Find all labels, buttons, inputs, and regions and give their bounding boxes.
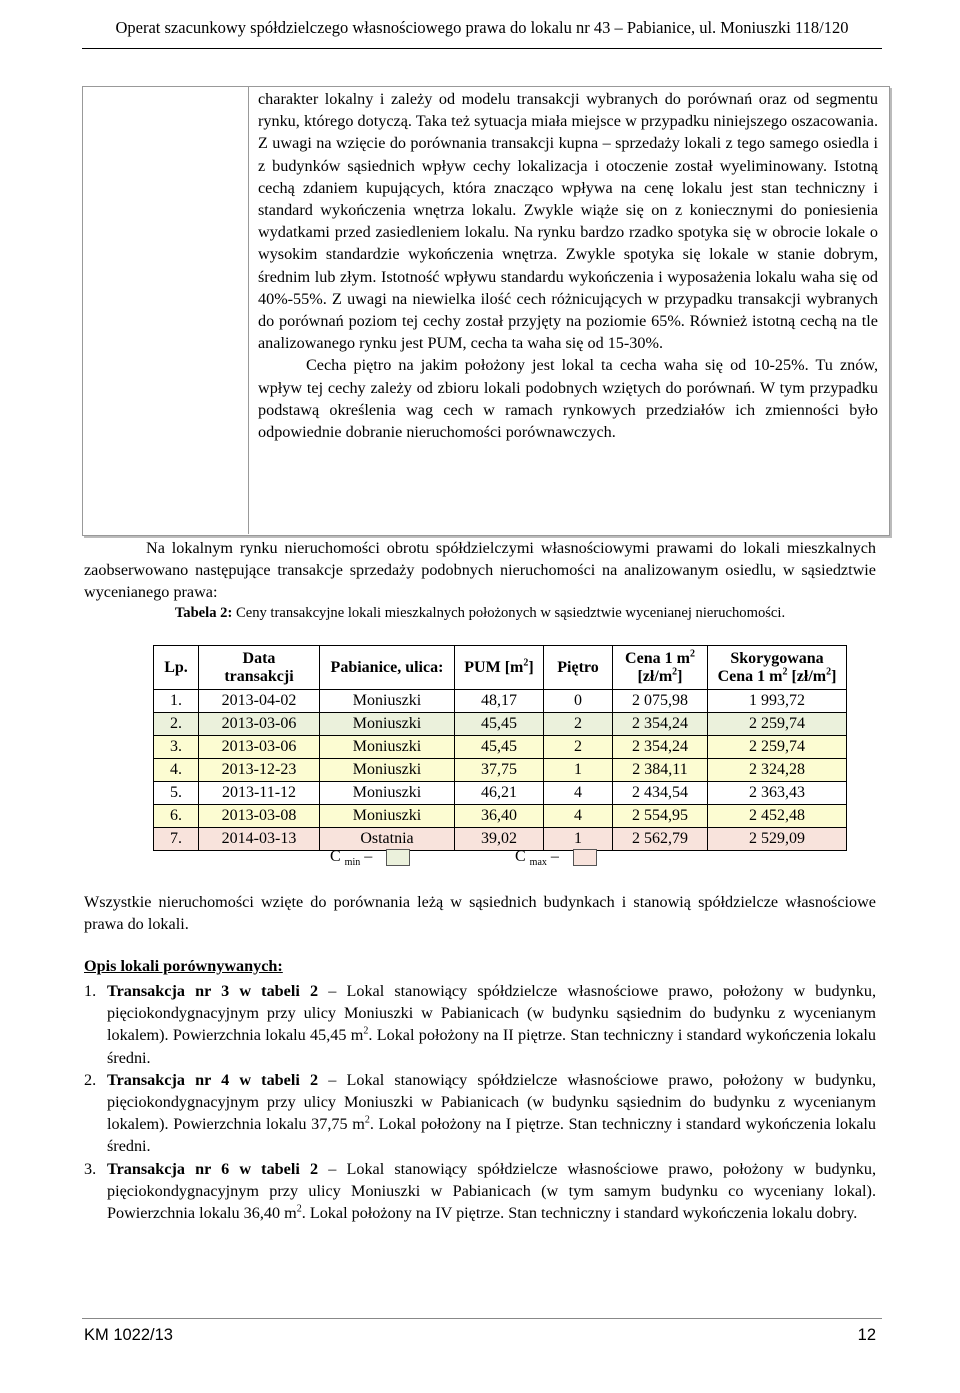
cell-pum: 36,40 <box>455 805 544 828</box>
section-title: Opis lokali porównywanych: <box>84 957 283 975</box>
cell-price: 2 562,79 <box>613 828 708 851</box>
cell-lp: 3. <box>154 736 199 759</box>
table-caption <box>84 605 876 622</box>
table-row <box>154 690 847 713</box>
cell-date: 2013-12-23 <box>199 759 320 782</box>
table-caption-text: Ceny transakcyjne lokali mieszkalnych położonych w sąsiedztwie wycenianej nieruchomości. <box>232 605 786 621</box>
cell-street: Moniuszki <box>320 782 455 805</box>
cell-date: 2013-03-08 <box>199 805 320 828</box>
header-date <box>199 646 320 690</box>
cell-date: 2013-03-06 <box>199 713 320 736</box>
cell-adjusted: 2 452,48 <box>708 805 847 828</box>
cell-floor: 1 <box>544 759 613 782</box>
cell-price: 2 554,95 <box>613 805 708 828</box>
header-price-close: ] <box>677 667 683 685</box>
list-item <box>84 980 876 1069</box>
table-caption-label: Tabela 2: <box>174 605 233 621</box>
table-header-row <box>154 646 847 690</box>
cell-street: Moniuszki <box>320 690 455 713</box>
cell-date: 2013-11-12 <box>199 782 320 805</box>
header-lp: Lp. <box>154 646 199 690</box>
page-number: 12 <box>857 1326 876 1344</box>
header-date-line1: Data <box>242 649 276 667</box>
cell-date: 2013-03-06 <box>199 736 320 759</box>
header-pum-text: PUM [m <box>464 658 524 676</box>
cell-pum: 46,21 <box>455 782 544 805</box>
cell-price: 2 075,98 <box>613 690 708 713</box>
cell-street: Moniuszki <box>320 759 455 782</box>
header-adj-close: ] <box>831 667 837 685</box>
table-row <box>154 713 847 736</box>
header-price-sup2: 2 <box>672 666 678 678</box>
legend-max-dash: – <box>550 848 559 865</box>
table-row <box>154 828 847 851</box>
header-adj-sup1: 2 <box>782 666 788 678</box>
transactions-table <box>153 645 847 851</box>
list-item-heading: Transakcja nr 4 w tabeli 2 <box>107 1070 319 1089</box>
closing-text: Wszystkie nieruchomości wzięte do porównania leżą w sąsiednich budynkach i stanowią spółdzielcze własnościowe prawa do lokali. <box>84 893 876 934</box>
cell-floor: 2 <box>544 736 613 759</box>
header-rule <box>82 48 882 49</box>
header-date-line2: transakcji <box>224 667 294 685</box>
cell-date: 2013-04-02 <box>199 690 320 713</box>
list-item-text: – Lokal stanowiący spółdzielcze własnościowe prawo, położony w budynku, pięciokondygnacyjnym przy ulicy Moniuszki w Pabianicach (w budynku sąsiednim do budynku z wycenianym lokalem). Powierzchnia lokalu 45,45 m <box>107 982 876 1045</box>
legend-max-label: max <box>529 857 547 869</box>
cell-street: Moniuszki <box>320 805 455 828</box>
cell-floor: 1 <box>544 828 613 851</box>
header-street: Pabianice, ulica: <box>320 646 455 690</box>
comparables-list <box>84 980 876 1224</box>
cell-floor: 4 <box>544 782 613 805</box>
intro-paragraph <box>84 537 876 604</box>
cell-adjusted: 2 529,09 <box>708 828 847 851</box>
frame-paragraph-1: charakter lokalny i zależy od modelu transakcji wybranych do porównań oraz od segmentu rynku, którego dotyczą. Taka też sytuacja miała miejsce w przypadku niniejszego oszacowania. Z uwagi na wzięcie do porównania transakcji kupna – sprzedaży lokali z tego samego osiedla i z budynków sąsiednich wpływ cechy lokalizacja i otoczenie został wyeliminowany. Istotną cechą zdaniem kupujących, która znacząco wpływa na cenę lokalu jest stan techniczny i standard wykończenia wnętrza lokalu. Zwykle wiąże się on z koniecznymi do poniesienia wydatkami przed zasiedleniem lokalu. Na rynku bardzo rzadko spotyka się w obrocie lokale o wysokim standardzie wykończenia wnętrza. Zwykle spotyka się lokale w stanie dobrym, średnim lub złym. Istotność wpływu standardu wykończenia i wyposażenia lokalu waha się od 40%-55%. Z uwagi na niewielka ilość cech różnicujących w przypadku transakcji wybranych do porównań poziom tej cechy został przyjęty na poziomie 65%. Również istotną cechą na tle analizowanego rynku jest PUM, cecha ta waha się od 15-30%. <box>258 90 878 353</box>
header-pum-close: ] <box>528 658 534 676</box>
cell-lp: 5. <box>154 782 199 805</box>
cell-floor: 0 <box>544 690 613 713</box>
cell-floor: 4 <box>544 805 613 828</box>
header-price-line2: [zł/m <box>637 667 673 685</box>
header-adj-line2: Cena 1 m <box>717 667 783 685</box>
cell-adjusted: 1 993,72 <box>708 690 847 713</box>
legend-min-dash: – <box>364 848 373 865</box>
list-item-heading: Transakcja nr 3 w tabeli 2 <box>107 982 319 1000</box>
cell-adjusted: 2 324,28 <box>708 759 847 782</box>
list-item-sup: 2 <box>363 1026 369 1038</box>
frame-text <box>258 88 878 443</box>
cell-pum: 37,75 <box>455 759 544 782</box>
legend-min-label: min <box>344 857 361 869</box>
cell-pum: 45,45 <box>455 713 544 736</box>
header-adj-unit: [zł/m <box>787 667 827 685</box>
page-header: Operat szacunkowy spółdzielczego własnościowego prawa do lokalu nr 43 – Pabianice, ul. Moniuszki 118/120 <box>115 18 849 37</box>
cell-adjusted: 2 259,74 <box>708 713 847 736</box>
list-item-text-end: . Lokal położony na I piętrze. Stan techniczny i standard wykończenia lokalu średni. <box>107 1115 876 1156</box>
cell-pum: 39,02 <box>455 828 544 851</box>
cell-street: Moniuszki <box>320 713 455 736</box>
table-row <box>154 782 847 805</box>
frame-paragraph-2: Cecha piętro na jakim położony jest lokal ta cecha waha się od 10-25%. Tu znów, wpływ tej cechy zależy od zbioru lokali podobnych wziętych do porównań. W tym przypadku podstawą określenia wag cech w ramach rynkowych przedziałów ich zmienności było odpowiednie dobranie nieruchomości porównawczych. <box>258 356 878 442</box>
list-item-sup: 2 <box>364 1114 370 1126</box>
cell-lp: 2. <box>154 713 199 736</box>
cell-price: 2 354,24 <box>613 713 708 736</box>
cell-adjusted: 2 259,74 <box>708 736 847 759</box>
list-number: 2. <box>84 1070 97 1089</box>
list-item-heading: Transakcja nr 6 w tabeli 2 <box>107 1159 319 1178</box>
legend-max <box>515 848 597 869</box>
legend-min <box>330 848 410 869</box>
cell-street: Moniuszki <box>320 736 455 759</box>
list-number: 3. <box>84 1159 97 1178</box>
list-item-text: – Lokal stanowiący spółdzielcze własnościowe prawo, położony w budynku, pięciokondygnacyjnym przy ulicy Moniuszki w Pabianicach (w budynku sąsiednim do budynku z wycenianym lokalem). Powierzchnia lokalu 37,75 m <box>107 1070 876 1134</box>
cell-price: 2 384,11 <box>613 759 708 782</box>
list-item-text-end: . Lokal położony na II piętrze. Stan techniczny i standard wykończenia lokalu średni. <box>107 1026 876 1067</box>
table-row <box>154 736 847 759</box>
header-price <box>613 646 708 690</box>
cell-floor: 2 <box>544 713 613 736</box>
cell-pum: 48,17 <box>455 690 544 713</box>
cell-lp: 1. <box>154 690 199 713</box>
header-floor: Piętro <box>544 646 613 690</box>
legend-max-c: C <box>515 848 526 865</box>
list-number: 1. <box>84 982 97 1000</box>
cell-lp: 4. <box>154 759 199 782</box>
table-row <box>154 805 847 828</box>
cell-street: Ostatnia <box>320 828 455 851</box>
header-price-line1: Cena 1 m <box>625 649 690 667</box>
cell-date: 2014-03-13 <box>199 828 320 851</box>
cell-adjusted: 2 363,43 <box>708 782 847 805</box>
cell-pum: 45,45 <box>455 736 544 759</box>
cell-price: 2 354,24 <box>613 736 708 759</box>
list-item <box>84 1158 876 1225</box>
list-item-text: – Lokal stanowiący spółdzielcze własnościowe prawo, położony w budynku, pięciokondygnacyjnym przy ulicy Moniuszki w Pabianicach (w tym samym budynku co wyceniany lokal). Powierzchnia lokalu 36,40 m <box>107 1159 876 1223</box>
header-adj-line1: Skorygowana <box>730 649 824 667</box>
legend-min-c: C <box>330 848 341 865</box>
header-adj-sup2: 2 <box>826 666 832 678</box>
table-row <box>154 759 847 782</box>
intro-text: Na lokalnym rynku nieruchomości obrotu spółdzielczymi własnościowymi prawami do lokali mieszkalnych zaobserwowano następujące transakcje sprzedaży podobnych nieruchomości na analizowanym osiedlu, w sąsiedztwie wycenianego prawa: <box>84 539 876 602</box>
legend-max-swatch <box>573 849 597 866</box>
header-price-sup1: 2 <box>689 648 695 660</box>
list-item-text-end: . Lokal położony na IV piętrze. Stan techniczny i standard wykończenia lokalu dobry. <box>301 1204 858 1223</box>
closing-paragraph <box>84 891 876 935</box>
header-pum-sup: 2 <box>523 657 529 669</box>
cell-lp: 6. <box>154 805 199 828</box>
cell-lp: 7. <box>154 828 199 851</box>
footer-rule <box>82 1318 882 1319</box>
legend-min-swatch <box>386 849 410 866</box>
header-adjusted <box>708 646 847 690</box>
header-pum <box>455 646 544 690</box>
list-item-sup: 2 <box>296 1203 302 1215</box>
list-item <box>84 1069 876 1158</box>
cell-price: 2 434,54 <box>613 782 708 805</box>
footer-reference: KM 1022/13 <box>84 1326 173 1344</box>
